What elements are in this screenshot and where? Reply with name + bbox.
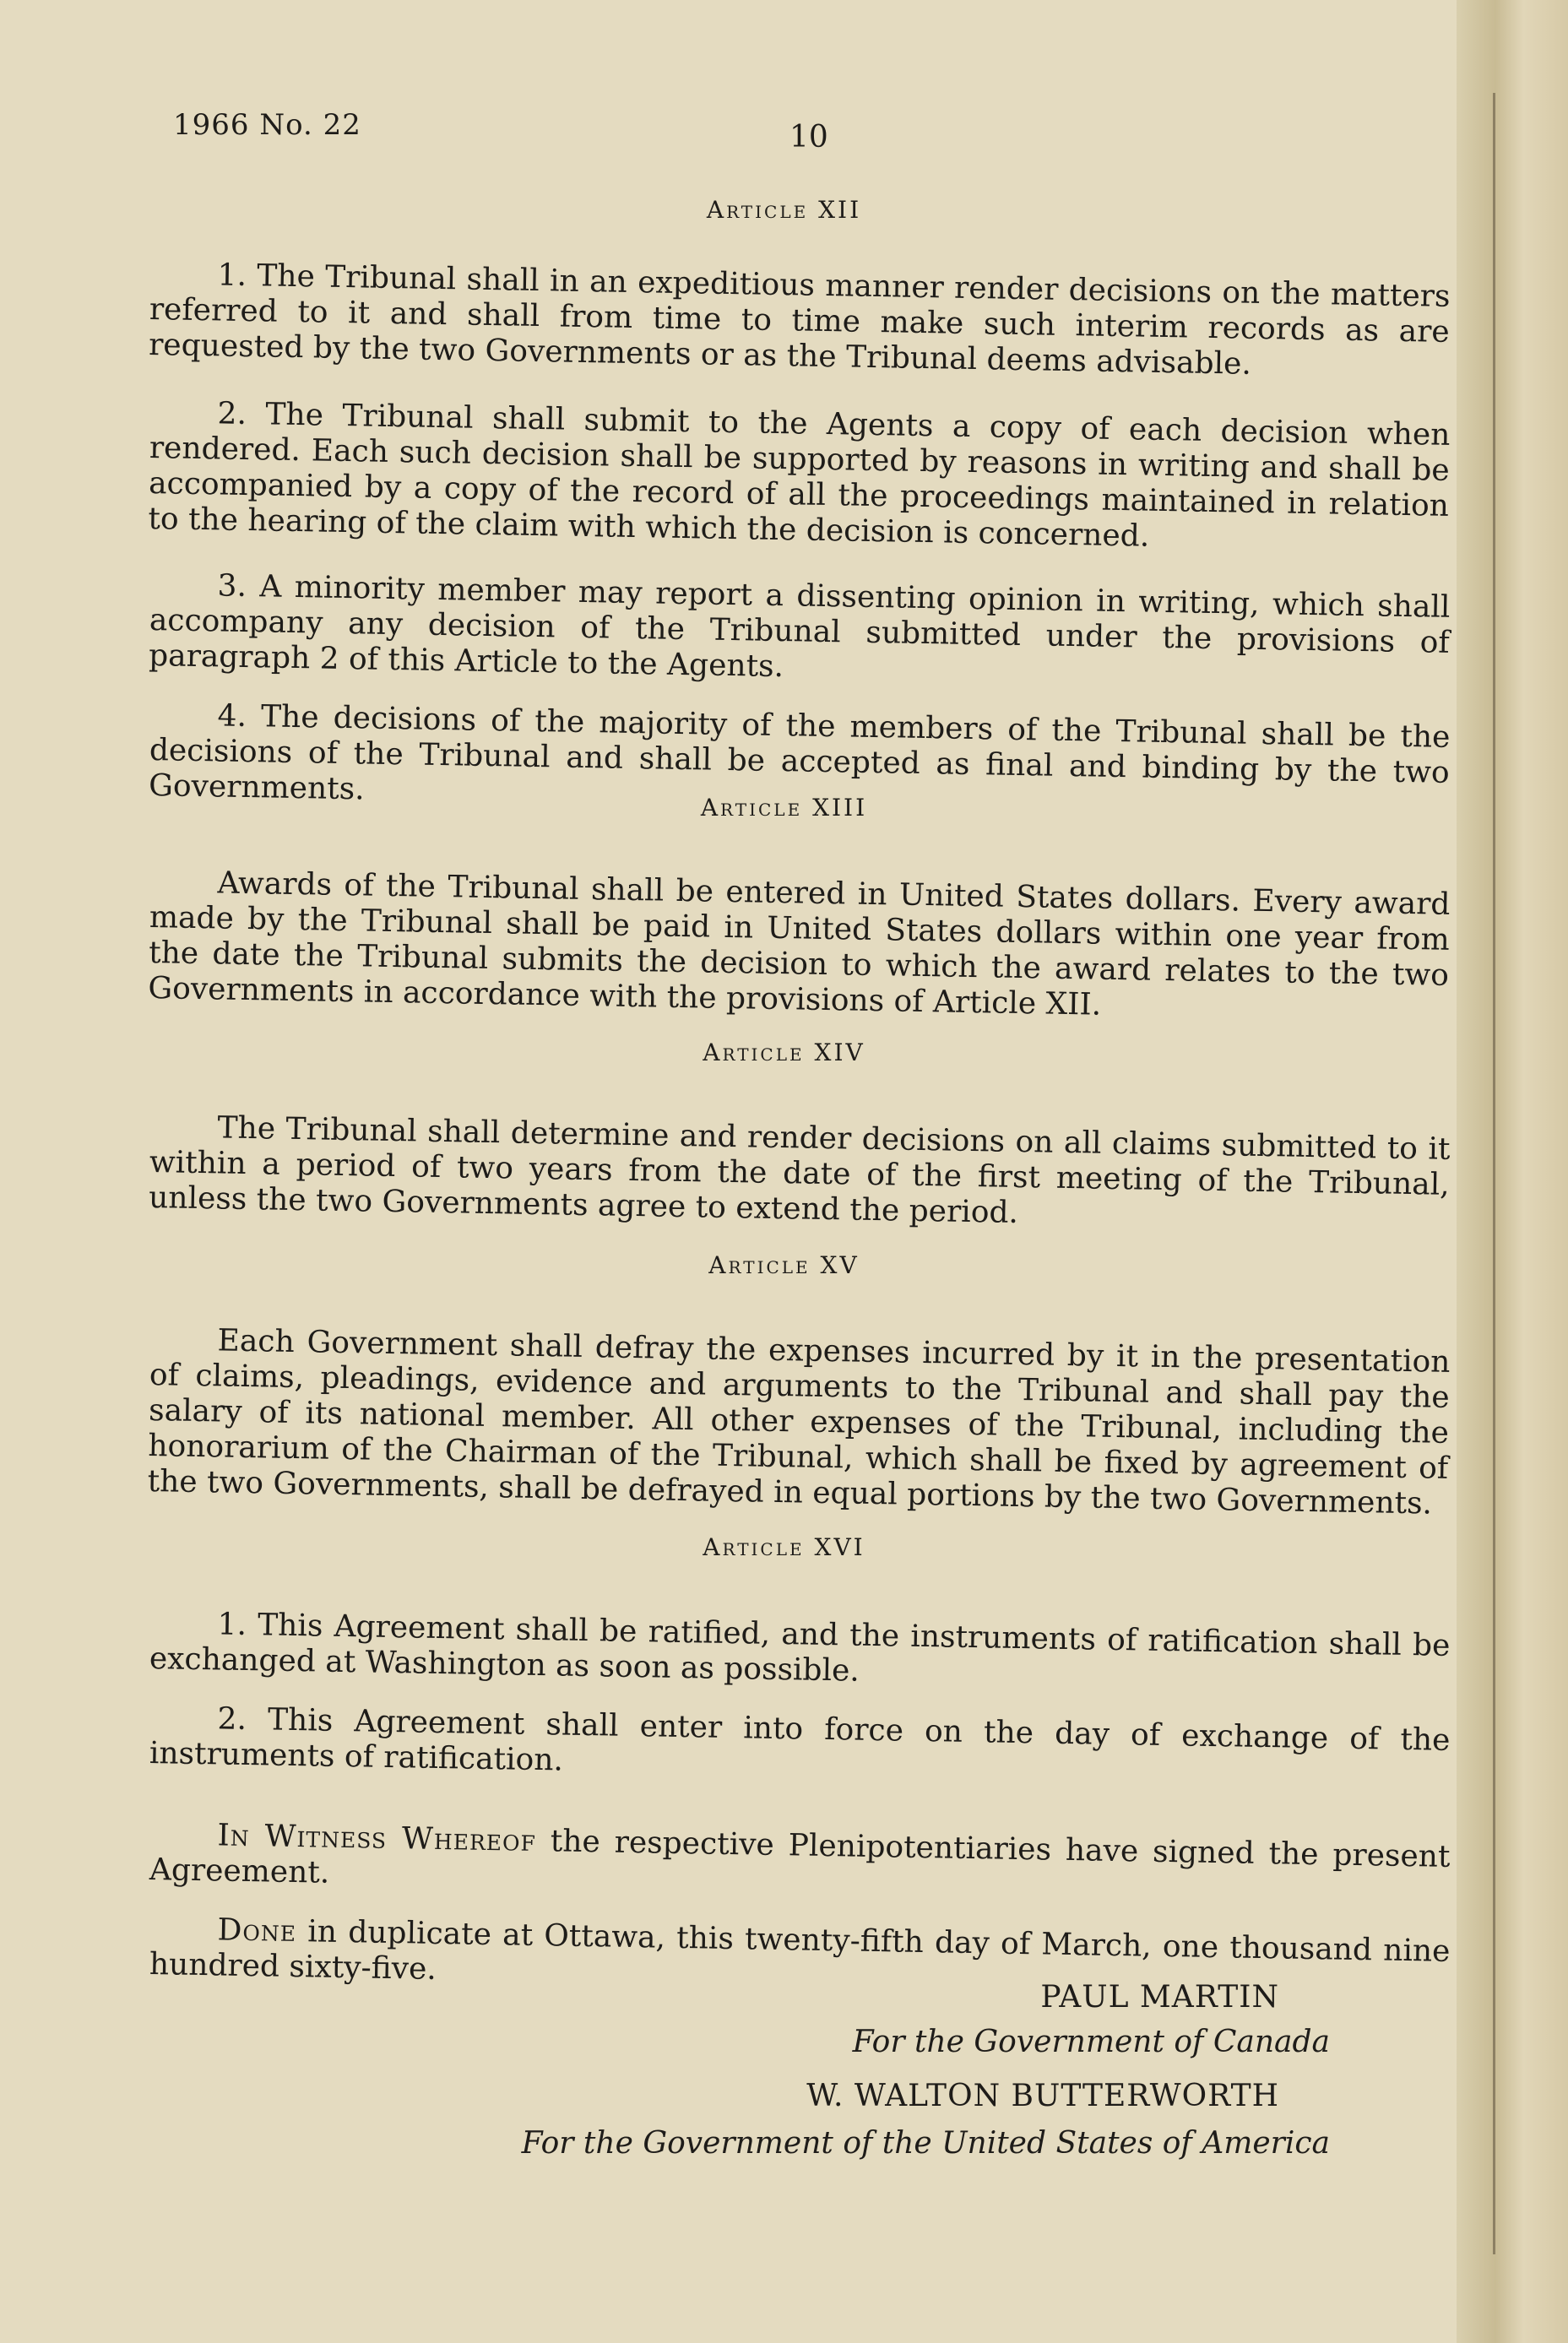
article-xv-title: Article XV bbox=[708, 1251, 860, 1279]
article-xii-paragraph-3: 3. A minority member may report a dissenting opinion in writing, which shall accompany any decision of the Tribunal submitted under the provisions of paragraph 2 of this Article to the Agents. bbox=[148, 568, 1451, 685]
article-xii-paragraph-1: 1. The Tribunal shall in an expeditious manner render decisions on the matters referred to it and shall from time to time make such interim records as are requested by the two Governments or as the Tribunal deems advisable. bbox=[148, 258, 1451, 382]
article-xii-paragraph-2: 2. The Tribunal shall submit to the Agents a copy of each decision when rendered. Each such decision shall be supported by reasons in writing and shall be accompanied by a copy of the record of all the proceedings maintained in relation to the hearing of the claim with which the decision is concerned. bbox=[148, 396, 1451, 554]
article-xiv-paragraph: The Tribunal shall determine and render decisions on all claims submitted to it within a period of two years from the date of the first meeting of the Tribunal, unless the two Governments agree to extend the period. bbox=[148, 1110, 1451, 1230]
witness-clause bbox=[149, 1817, 1451, 1911]
gutter-shadow-line bbox=[1493, 93, 1495, 2254]
article-xii-title: Article XII bbox=[706, 196, 862, 224]
signatory-name-us: W. WALTON BUTTERWORTH bbox=[806, 2079, 1279, 2113]
article-xvi-paragraph-1: 1. This Agreement shall be ratified, and the instruments of ratification shall be exchanged at Washington as soon as possible. bbox=[149, 1607, 1451, 1689]
done-lead: Done bbox=[217, 1912, 297, 1950]
article-xvi-title: Article XVI bbox=[703, 1533, 865, 1561]
article-xii-paragraph-4: 4. The decisions of the majority of the members of the Tribunal shall be the decisions of the Tribunal and shall be accepted as final and binding by the two Governments. bbox=[148, 698, 1451, 807]
signatory-role-us: For the Government of the United States of America bbox=[521, 2126, 1330, 2161]
witness-text: the respective Plenipotentiaries have signed the present Agreement. bbox=[149, 1823, 1451, 1890]
done-text: in duplicate at Ottawa, this twenty-fifth day of March, one thousand nine hundred sixty-five. bbox=[149, 1914, 1451, 1987]
witness-lead: In Witness Whereof bbox=[217, 1818, 537, 1858]
signatory-role-canada: For the Government of Canada bbox=[852, 2025, 1330, 2059]
book-gutter bbox=[1457, 0, 1568, 2343]
publication-number: 1966 No. 22 bbox=[173, 108, 361, 142]
article-xiii-paragraph: Awards of the Tribunal shall be entered in United States dollars. Every award made by the Tribunal shall be paid in United States dollars within one year from the date the Tribunal submits the decision to which the award relates to the two Governments in accordance with the provisions of Article XII. bbox=[148, 865, 1451, 1022]
page-number: 10 bbox=[789, 120, 828, 155]
article-xiii-title: Article XIII bbox=[700, 794, 868, 822]
article-xv-paragraph: Each Government shall defray the expenses incurred by it in the presentation of claims, pleadings, evidence and arguments to the Tribunal and shall pay the salary of its national member. All other expenses of the Tribunal, including the honorarium of the Chairman of the Tribunal, which shall be fixed by agreement of the two Governments, shall be defrayed in equal portions by the two Governments. bbox=[147, 1323, 1451, 1521]
article-xvi-paragraph-2: 2. This Agreement shall enter into force on the day of exchange of the instruments of ratification. bbox=[149, 1701, 1451, 1778]
signatory-name-canada: PAUL MARTIN bbox=[1040, 1980, 1279, 2015]
article-xiv-title: Article XIV bbox=[703, 1039, 865, 1066]
